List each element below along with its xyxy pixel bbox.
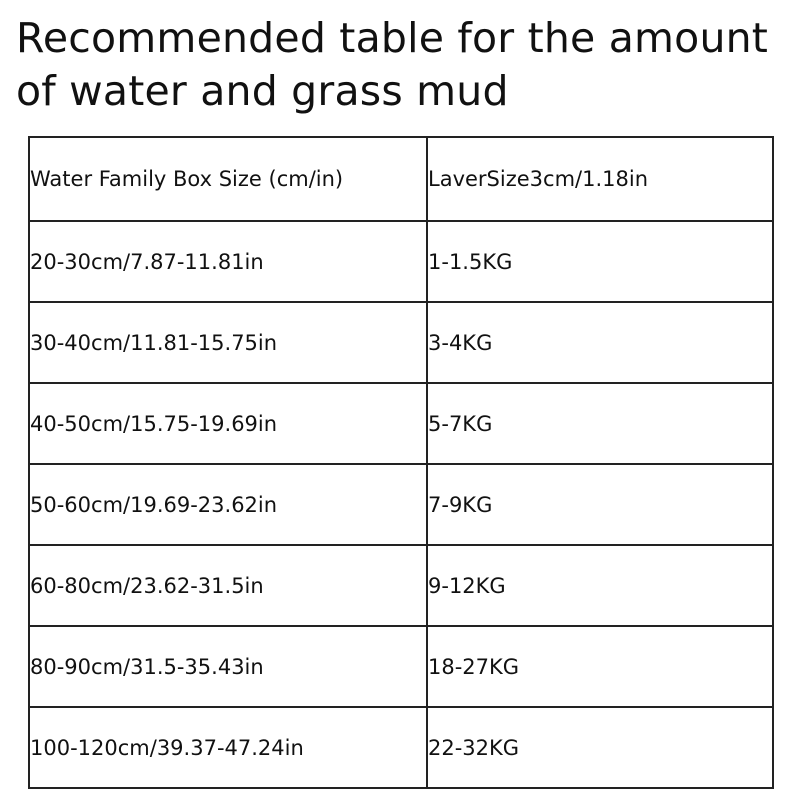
table-row <box>29 626 773 707</box>
amount-cell: 22-32KG <box>427 707 773 788</box>
box-size-cell: 100-120cm/39.37-47.24in <box>29 707 427 788</box>
amount-cell: 3-4KG <box>427 302 773 383</box>
amount-cell: 9-12KG <box>427 545 773 626</box>
table-row <box>29 707 773 788</box>
box-size-cell: 50-60cm/19.69-23.62in <box>29 464 427 545</box>
box-size-cell: 80-90cm/31.5-35.43in <box>29 626 427 707</box>
box-size-cell: 40-50cm/15.75-19.69in <box>29 383 427 464</box>
box-size-cell: 30-40cm/11.81-15.75in <box>29 302 427 383</box>
box-size-cell: 20-30cm/7.87-11.81in <box>29 221 427 302</box>
table-row <box>29 383 773 464</box>
table-header-row <box>29 137 773 221</box>
column-header-box-size: Water Family Box Size (cm/in) <box>29 137 427 221</box>
amount-cell: 7-9KG <box>427 464 773 545</box>
page-title: Recommended table for the amount of water and grass mud <box>16 14 769 115</box>
recommendation-table <box>28 136 774 789</box>
table-row <box>29 545 773 626</box>
amount-cell: 1-1.5KG <box>427 221 773 302</box>
column-header-layer-size: LaverSize3cm/1.18in <box>427 137 773 221</box>
amount-cell: 18-27KG <box>427 626 773 707</box>
table-row <box>29 302 773 383</box>
amount-cell: 5-7KG <box>427 383 773 464</box>
table-row <box>29 464 773 545</box>
table-row <box>29 221 773 302</box>
box-size-cell: 60-80cm/23.62-31.5in <box>29 545 427 626</box>
